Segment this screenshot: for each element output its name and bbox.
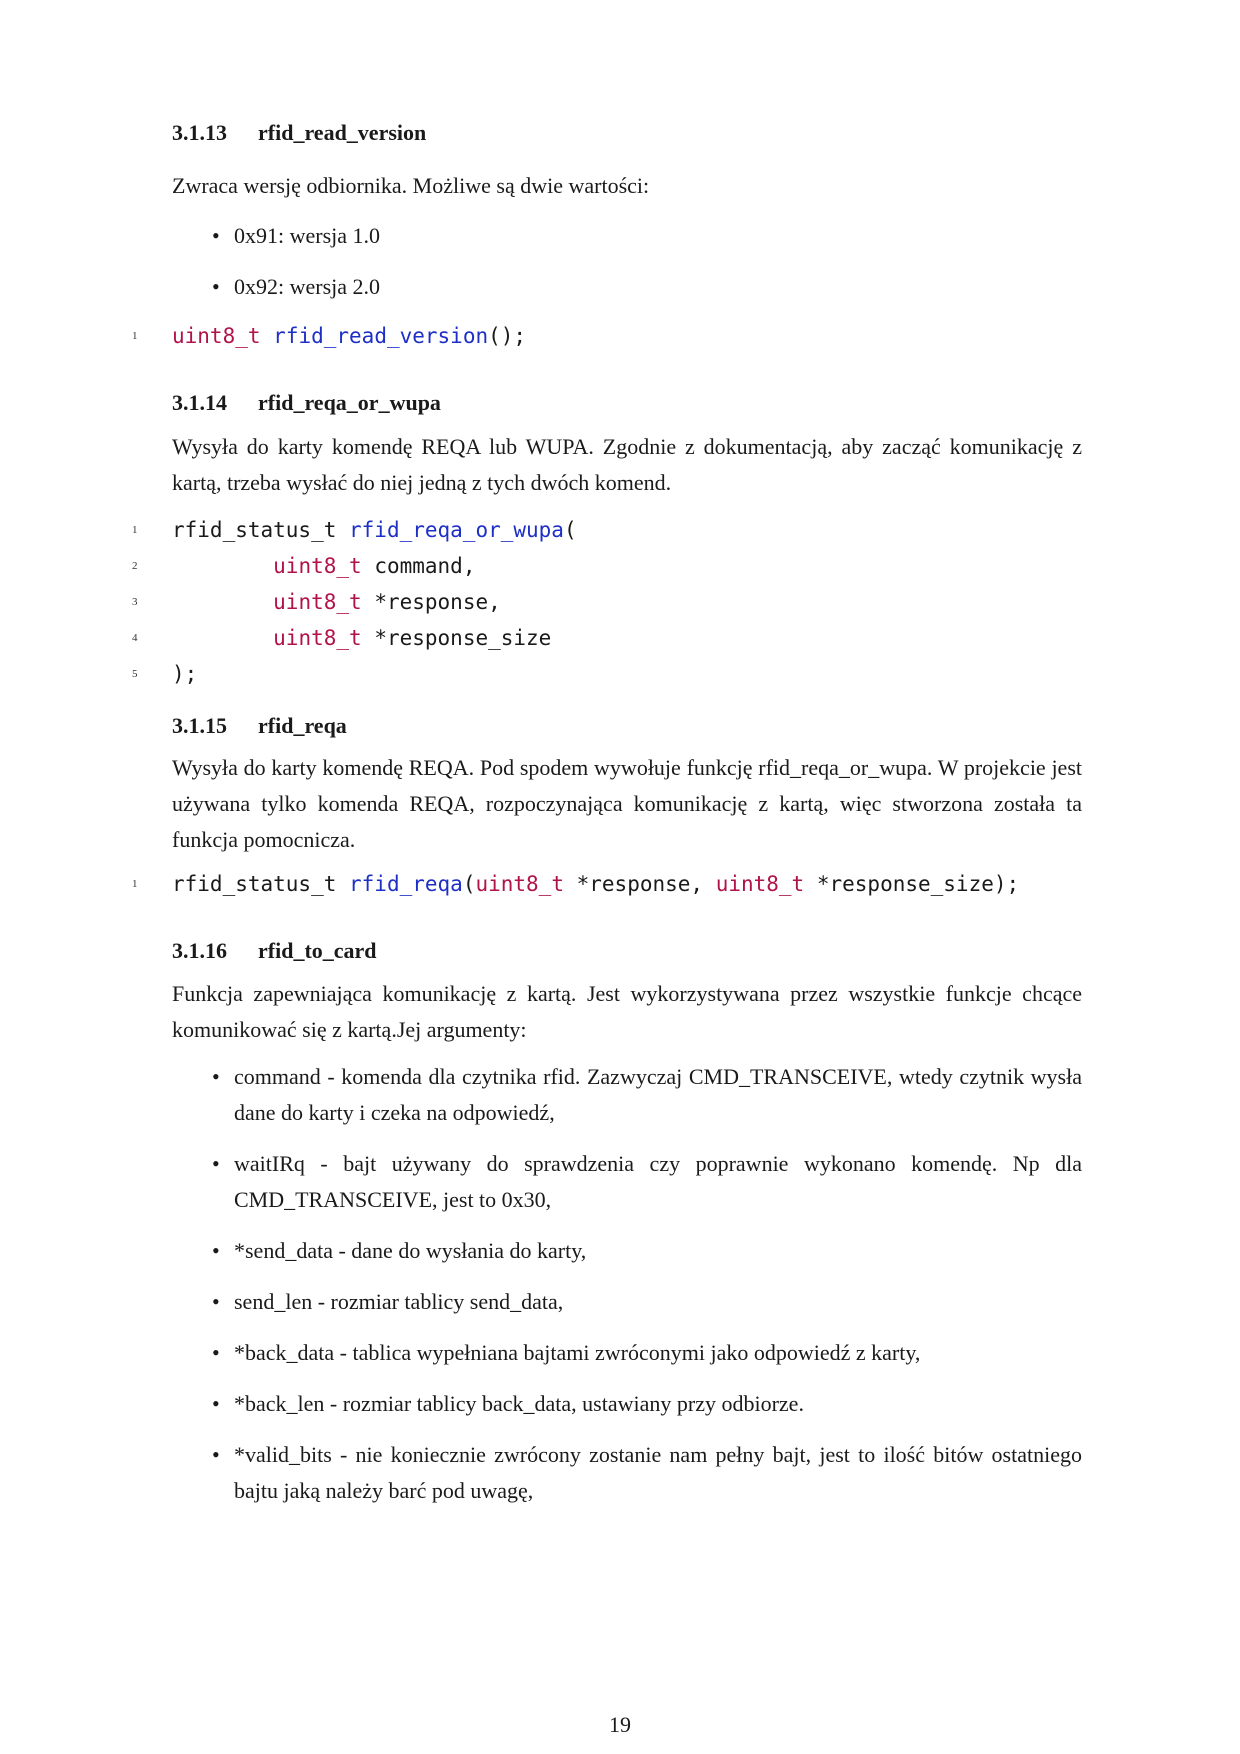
code-token: ( [563,518,577,542]
code-function-token: rfid_reqa [349,872,463,896]
code-token: (); [488,324,527,348]
section-paragraph: Funkcja zapewniająca komunikację z kartą. Jest wykorzystywana przez wszystkie funkcje chcące komunikować się z kartą.Jej argumenty: [172,981,1082,1042]
list-item: • *valid_bits - nie koniecznie zwrócony zostanie nam pełny bajt, jest to ilość bitów ostatniego bajtu jaką należy barć pod uwagę, [212,1437,1082,1509]
code-text [172,318,526,354]
list-item: • command - komenda dla czytnika rfid. Zazwyczaj CMD_TRANSCEIVE, wtedy czytnik wysła dane do karty i czeka na odpowiedź, [212,1059,1082,1131]
line-number: 3 [132,596,138,608]
code-text [172,656,197,692]
code-token [172,626,273,650]
code-token: *response, [361,590,501,614]
section-number: 3.1.13 [172,120,227,145]
section-heading-3-1-13 [172,120,426,146]
code-token: command, [361,554,476,578]
code-type-token: uint8_t [172,324,261,348]
section-heading-3-1-14 [172,390,441,416]
code-token [261,324,274,348]
code-token: rfid_status_t [172,872,350,896]
section-title: rfid_reqa [258,713,347,738]
code-token [172,554,273,578]
list-item: • *send_data - dane do wysłania do karty, [212,1233,1082,1269]
section-title: rfid_reqa_or_wupa [258,390,441,415]
list-item: • *back_len - rozmiar tablicy back_data, ustawiany przy odbiorze. [212,1386,1082,1422]
code-type-token: uint8_t [273,626,362,650]
code-text [172,620,551,656]
list-item: • *back_data - tablica wypełniana bajtami zwróconymi jako odpowiedź z karty, [212,1335,1082,1371]
code-text [172,584,501,620]
code-text [172,548,475,584]
list-item: • 0x92: wersja 2.0 [212,269,1082,305]
bullet-list [212,1059,1082,1509]
line-number: 2 [132,560,138,572]
line-number: 1 [132,878,138,890]
bullet-list [212,218,1082,305]
section-number: 3.1.16 [172,938,227,963]
code-function-token: rfid_read_version [273,324,489,348]
code-token: *response_size); [804,872,1020,896]
line-number: 5 [132,668,138,680]
line-number: 1 [132,524,138,536]
code-type-token: uint8_t [475,872,564,896]
line-number: 4 [132,632,138,644]
code-token: ( [462,872,476,896]
page-number: 19 [609,1712,631,1737]
code-type-token: uint8_t [273,554,362,578]
section-heading-3-1-16 [172,938,377,964]
section-paragraph: Zwraca wersję odbiornika. Możliwe są dwie wartości: [172,173,650,198]
code-text [172,866,1019,902]
section-heading-3-1-15 [172,713,347,739]
code-token: *response_size [361,626,552,650]
section-number: 3.1.14 [172,390,227,415]
code-function-token: rfid_reqa_or_wupa [349,518,564,542]
section-paragraph: Wysyła do karty komendę REQA. Pod spodem wywołuje funkcję rfid_reqa_or_wupa. W projekcie jest używana tylko komenda REQA, rozpoczynająca komunikację z kartą, więc stworzona została ta funkcja pomocnicza. [172,755,1082,852]
section-title: rfid_to_card [258,938,377,963]
code-type-token: uint8_t [273,590,362,614]
list-item: • send_len - rozmiar tablicy send_data, [212,1284,1082,1320]
line-number: 1 [132,330,138,342]
code-token: *response, [563,872,716,896]
code-type-token: uint8_t [715,872,805,896]
section-paragraph: Wysyła do karty komendę REQA lub WUPA. Zgodnie z dokumentacją, aby zacząć komunikację z kartą, trzeba wysłać do niej jedną z tych dwóch komend. [172,434,1082,495]
code-token [172,590,273,614]
section-number: 3.1.15 [172,713,227,738]
code-text [172,512,577,548]
list-item: • waitIRq - bajt używany do sprawdzenia czy poprawnie wykonano komendę. Np dla CMD_TRANSCEIVE, jest to 0x30, [212,1146,1082,1218]
code-token: ); [172,662,198,686]
section-title: rfid_read_version [258,120,427,145]
code-token: rfid_status_t [172,518,350,542]
list-item: • 0x91: wersja 1.0 [212,218,1082,254]
